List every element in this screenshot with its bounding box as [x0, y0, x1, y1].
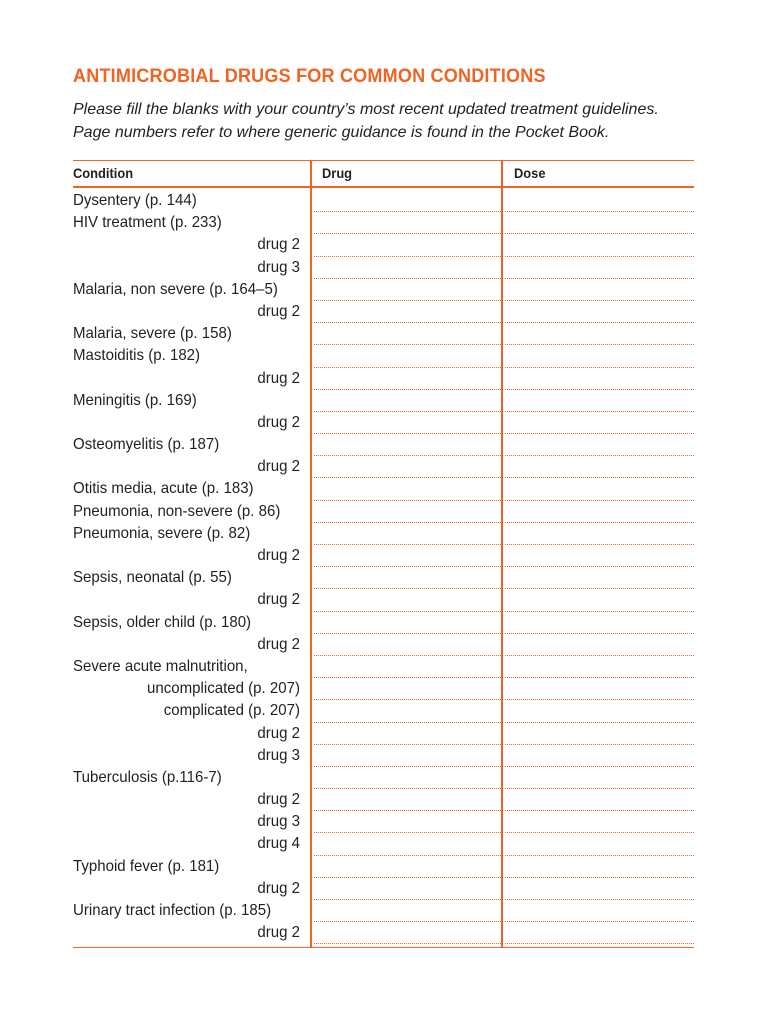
- table-row: [73, 922, 694, 944]
- header-drug: Drug: [322, 165, 353, 181]
- condition-cell: drug 2: [257, 302, 300, 320]
- table-row: [73, 345, 694, 367]
- table-top-rule: [73, 160, 694, 161]
- table-body: [73, 190, 694, 944]
- condition-cell: drug 2: [257, 236, 300, 254]
- table-row: [73, 612, 694, 634]
- condition-cell: drug 2: [257, 791, 300, 809]
- condition-cell: Pneumonia, non-severe (p. 86): [73, 502, 281, 520]
- condition-cell: drug 2: [257, 458, 300, 476]
- table-row: [73, 900, 694, 922]
- intro-line-1: Please fill the blanks with your country’s most recent updated treatment guidelines.: [73, 101, 659, 118]
- intro-text: [73, 98, 713, 144]
- table-row: [73, 501, 694, 523]
- table-row: [73, 523, 694, 545]
- condition-cell: Otitis media, acute (p. 183): [73, 480, 254, 498]
- table-row: [73, 745, 694, 767]
- condition-cell: drug 2: [257, 413, 300, 431]
- table-row: [73, 767, 694, 789]
- condition-cell: drug 2: [257, 924, 300, 942]
- condition-cell: drug 2: [257, 591, 300, 609]
- condition-cell: HIV treatment (p. 233): [73, 214, 222, 232]
- table-row: [73, 412, 694, 434]
- condition-cell: Malaria, non severe (p. 164–5): [73, 280, 278, 298]
- condition-cell: Sepsis, older child (p. 180): [73, 613, 252, 631]
- table-row: [73, 478, 694, 500]
- condition-cell: Mastoiditis (p. 182): [73, 347, 201, 365]
- table-row: [73, 723, 694, 745]
- table-row: [73, 878, 694, 900]
- condition-cell: Typhoid fever (p. 181): [73, 857, 220, 875]
- condition-cell: Pneumonia, severe (p. 82): [73, 524, 251, 542]
- condition-cell: Severe acute malnutrition,: [73, 657, 248, 675]
- header-condition: Condition: [73, 165, 134, 181]
- condition-cell: drug 3: [257, 258, 300, 276]
- condition-cell: Urinary tract infection (p. 185): [73, 902, 272, 919]
- table-row: [73, 700, 694, 722]
- page-title: ANTIMICROBIAL DRUGS FOR COMMON CONDITIONS: [73, 66, 546, 87]
- table-row: [73, 368, 694, 390]
- table-row: [73, 589, 694, 611]
- condition-cell: drug 3: [257, 746, 300, 764]
- table-row: [73, 811, 694, 833]
- condition-cell: drug 2: [257, 635, 300, 653]
- table-row: [73, 833, 694, 855]
- condition-cell: uncomplicated (p. 207): [147, 680, 300, 698]
- condition-cell: drug 2: [257, 547, 300, 564]
- condition-cell: complicated (p. 207): [163, 702, 300, 720]
- table-row: [73, 301, 694, 323]
- table-row: [73, 257, 694, 279]
- condition-cell: Osteomyelitis (p. 187): [73, 436, 220, 454]
- table-row: [73, 279, 694, 301]
- condition-cell: Malaria, severe (p. 158): [73, 325, 232, 343]
- table-row: [73, 634, 694, 656]
- condition-cell: Tuberculosis (p.116-7): [73, 768, 222, 786]
- drug-blank[interactable]: [314, 943, 501, 944]
- header-dose: Dose: [514, 165, 546, 181]
- condition-cell: drug 3: [257, 813, 300, 831]
- table-row: [73, 656, 694, 678]
- intro-line-2: Page numbers refer to where generic guidance is found in the Pocket Book.: [73, 124, 610, 141]
- dose-blank[interactable]: [505, 943, 694, 944]
- table-row: [73, 234, 694, 256]
- condition-cell: Sepsis, neonatal (p. 55): [73, 569, 232, 587]
- condition-cell: drug 2: [257, 369, 300, 387]
- table-row: [73, 856, 694, 878]
- table-row: [73, 545, 694, 567]
- condition-cell: Meningitis (p. 169): [73, 391, 197, 409]
- table-row: [73, 434, 694, 456]
- table-row: [73, 390, 694, 412]
- table-row: [73, 789, 694, 811]
- condition-cell: drug 2: [257, 724, 300, 742]
- table-row: [73, 212, 694, 234]
- condition-cell: drug 4: [257, 835, 300, 853]
- table-row: [73, 678, 694, 700]
- table-row: [73, 190, 694, 212]
- table-row: [73, 456, 694, 478]
- table-row: [73, 323, 694, 345]
- table-bottom-rule: [73, 947, 694, 948]
- table-row: [73, 567, 694, 589]
- treatment-table: [73, 160, 694, 948]
- condition-cell: drug 2: [257, 879, 300, 897]
- table-header-rule: [73, 186, 694, 188]
- condition-cell: Dysentery (p. 144): [73, 192, 197, 209]
